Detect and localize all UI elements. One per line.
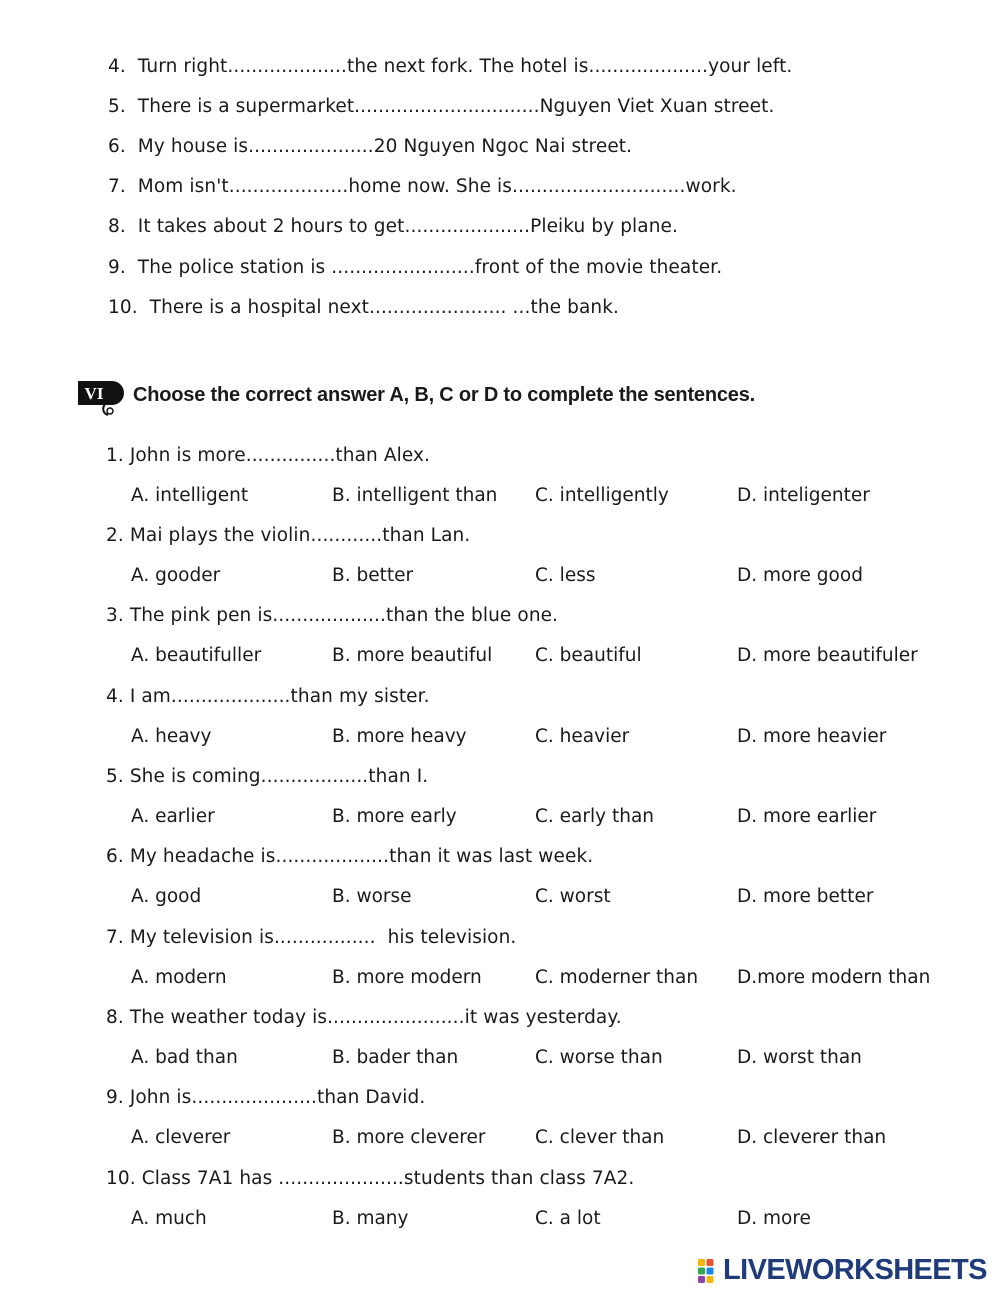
option-a[interactable]: A. cleverer (131, 1127, 231, 1148)
option-d[interactable]: D. more good (737, 565, 863, 586)
liveworksheets-logo-icon (697, 1258, 723, 1284)
option-d[interactable]: D. more (737, 1208, 811, 1229)
preposition-item-6: 6. My house is.....................20 Nguyen Ngoc Nai street. (108, 136, 633, 157)
option-b[interactable]: B. bader than (332, 1047, 459, 1068)
option-c[interactable]: C. moderner than (535, 967, 699, 988)
option-a[interactable]: A. intelligent (131, 485, 249, 506)
option-d[interactable]: D. more beautifuler (737, 645, 918, 666)
option-b[interactable]: B. more heavy (332, 726, 467, 747)
option-a[interactable]: A. modern (131, 967, 227, 988)
footer-brand-text: LIVEWORKSHEETS (723, 1254, 987, 1286)
option-c[interactable]: C. beautiful (535, 645, 642, 666)
option-c[interactable]: C. early than (535, 806, 655, 827)
option-a[interactable]: A. heavy (131, 726, 212, 747)
question-text: 3. The pink pen is...................than the blue one. (106, 605, 559, 626)
option-d[interactable]: D. more better (737, 886, 874, 907)
question-text: 1. John is more...............than Alex. (106, 445, 431, 466)
preposition-item-10: 10. There is a hospital next....................... ...the bank. (108, 297, 620, 318)
preposition-item-7: 7. Mom isn't....................home now. She is.............................work. (108, 176, 737, 197)
option-d[interactable]: D. inteligenter (737, 485, 870, 506)
option-b[interactable]: B. worse (332, 886, 412, 907)
option-c[interactable]: C. less (535, 565, 596, 586)
question-text: 10. Class 7A1 has .....................students than class 7A2. (106, 1168, 635, 1189)
question-text: 4. I am....................than my sister. (106, 686, 430, 707)
option-c[interactable]: C. worst (535, 886, 611, 907)
option-b[interactable]: B. more modern (332, 967, 482, 988)
section-badge-icon (72, 377, 124, 417)
preposition-item-4: 4. Turn right....................the next fork. The hotel is....................your left. (108, 56, 793, 77)
preposition-item-8: 8. It takes about 2 hours to get.....................Pleiku by plane. (108, 216, 679, 237)
question-text: 7. My television is................. his television. (106, 927, 517, 948)
option-d[interactable]: D. worst than (737, 1047, 862, 1068)
option-b[interactable]: B. more cleverer (332, 1127, 486, 1148)
option-a[interactable]: A. beautifuller (131, 645, 262, 666)
option-a[interactable]: A. gooder (131, 565, 221, 586)
option-c[interactable]: C. intelligently (535, 485, 669, 506)
option-c[interactable]: C. heavier (535, 726, 630, 747)
option-c[interactable]: C. a lot (535, 1208, 601, 1229)
option-a[interactable]: A. much (131, 1208, 207, 1229)
question-text: 2. Mai plays the violin............than Lan. (106, 525, 471, 546)
option-b[interactable]: B. more beautiful (332, 645, 493, 666)
option-d[interactable]: D. more earlier (737, 806, 877, 827)
preposition-item-9: 9. The police station is ........................front of the movie theater. (108, 257, 723, 278)
question-text: 5. She is coming..................than I. (106, 766, 429, 787)
option-a[interactable]: A. bad than (131, 1047, 238, 1068)
option-a[interactable]: A. good (131, 886, 202, 907)
option-b[interactable]: B. better (332, 565, 414, 586)
option-b[interactable]: B. intelligent than (332, 485, 498, 506)
section-number: VI (84, 384, 104, 403)
option-c[interactable]: C. worse than (535, 1047, 663, 1068)
option-d[interactable]: D. cleverer than (737, 1127, 887, 1148)
question-text: 8. The weather today is.......................it was yesterday. (106, 1007, 622, 1028)
section-title: Choose the correct answer A, B, C or D to complete the sentences. (133, 384, 755, 406)
footer-brand (697, 1254, 997, 1288)
option-c[interactable]: C. clever than (535, 1127, 665, 1148)
question-text: 9. John is.....................than David. (106, 1087, 426, 1108)
option-a[interactable]: A. earlier (131, 806, 215, 827)
option-d[interactable]: D.more modern than (737, 967, 931, 988)
option-d[interactable]: D. more heavier (737, 726, 887, 747)
option-b[interactable]: B. more early (332, 806, 457, 827)
preposition-item-5: 5. There is a supermarket...............................Nguyen Viet Xuan street. (108, 96, 775, 117)
option-b[interactable]: B. many (332, 1208, 409, 1229)
question-text: 6. My headache is...................than it was last week. (106, 846, 594, 867)
